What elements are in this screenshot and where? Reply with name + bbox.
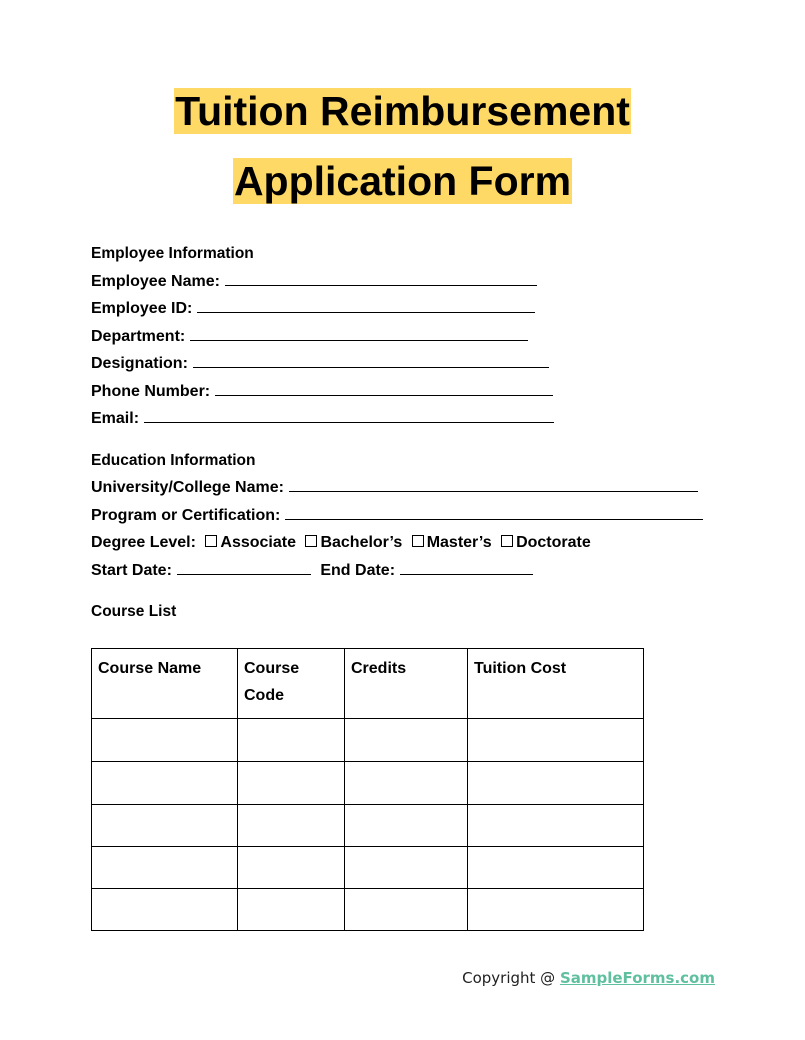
start-date-label: Start Date: <box>91 561 172 579</box>
course-list-heading: Course List <box>91 603 177 620</box>
start-date-field[interactable] <box>177 560 311 575</box>
course-table-header-row <box>92 649 644 719</box>
email-field[interactable] <box>144 408 554 423</box>
column-header-course-code: Course Code <box>238 649 345 719</box>
course-code-cell[interactable] <box>238 762 345 805</box>
credits-cell[interactable] <box>345 719 468 762</box>
designation-label: Designation: <box>91 355 188 372</box>
course-name-cell[interactable] <box>92 847 238 889</box>
bachelors-checkbox[interactable] <box>305 535 317 547</box>
university-label: University/College Name: <box>91 479 284 496</box>
brand-link[interactable]: SampleForms.com <box>559 969 715 987</box>
phone-label: Phone Number: <box>91 382 211 400</box>
course-name-cell[interactable] <box>92 805 238 847</box>
employee-name-label: Employee Name: <box>91 272 220 290</box>
column-header-course-name: Course Name <box>92 649 238 719</box>
credits-cell[interactable] <box>345 889 468 931</box>
university-row <box>91 474 731 502</box>
form-title <box>0 88 805 204</box>
course-name-cell[interactable] <box>92 719 238 762</box>
tuition-cost-cell[interactable] <box>468 762 644 805</box>
tuition-cost-cell[interactable] <box>468 847 644 889</box>
department-field[interactable] <box>190 326 528 341</box>
doctorate-checkbox[interactable] <box>501 535 513 547</box>
employee-id-label: Employee ID: <box>91 300 193 317</box>
employee-name-row <box>91 268 731 296</box>
email-row <box>91 405 731 433</box>
course-code-cell[interactable] <box>238 847 345 889</box>
designation-row <box>91 350 731 378</box>
employee-id-field[interactable] <box>197 298 535 313</box>
education-section-heading: Education Information <box>91 451 256 469</box>
credits-cell[interactable] <box>345 805 468 847</box>
associate-option-label: Associate <box>220 534 296 551</box>
table-row <box>92 719 644 762</box>
department-label: Department: <box>91 327 186 345</box>
column-header-credits: Credits <box>345 649 468 719</box>
program-row <box>91 502 731 530</box>
credits-cell[interactable] <box>345 762 468 805</box>
program-field[interactable] <box>285 505 703 520</box>
employee-name-field[interactable] <box>225 271 537 286</box>
table-row <box>92 762 644 805</box>
employee-section-heading: Employee Information <box>91 245 254 262</box>
table-row <box>92 847 644 889</box>
university-field[interactable] <box>289 477 698 492</box>
email-label: Email: <box>91 410 140 427</box>
phone-field[interactable] <box>215 381 553 396</box>
end-date-field[interactable] <box>400 560 533 575</box>
end-date-label: End Date: <box>320 561 396 579</box>
course-code-cell[interactable] <box>238 805 345 847</box>
doctorate-option-label: Doctorate <box>516 534 591 551</box>
masters-checkbox[interactable] <box>412 535 424 547</box>
course-name-cell[interactable] <box>92 762 238 805</box>
designation-field[interactable] <box>193 353 549 368</box>
program-label: Program or Certification: <box>91 506 281 524</box>
title-line-1: Tuition Reimbursement <box>175 88 630 134</box>
table-row <box>92 805 644 847</box>
tuition-cost-cell[interactable] <box>468 719 644 762</box>
dates-row <box>91 557 731 585</box>
copyright-prefix: Copyright @ <box>462 969 560 987</box>
column-header-tuition-cost: Tuition Cost <box>468 649 644 719</box>
course-code-cell[interactable] <box>238 719 345 762</box>
phone-row <box>91 378 731 406</box>
bachelors-option-label: Bachelor’s <box>320 534 403 551</box>
credits-cell[interactable] <box>345 847 468 889</box>
course-name-cell[interactable] <box>92 889 238 931</box>
degree-row <box>91 529 731 557</box>
masters-option-label: Master’s <box>426 534 492 551</box>
tuition-cost-cell[interactable] <box>468 805 644 847</box>
copyright-notice <box>462 969 715 987</box>
title-line-2: Application Form <box>233 158 572 204</box>
department-row <box>91 323 731 351</box>
associate-checkbox[interactable] <box>205 535 217 547</box>
degree-label: Degree Level: <box>91 534 196 551</box>
table-row <box>92 889 644 931</box>
tuition-cost-cell[interactable] <box>468 889 644 931</box>
course-table <box>91 648 644 931</box>
employee-id-row <box>91 295 731 323</box>
course-code-cell[interactable] <box>238 889 345 931</box>
form-content <box>91 240 731 626</box>
